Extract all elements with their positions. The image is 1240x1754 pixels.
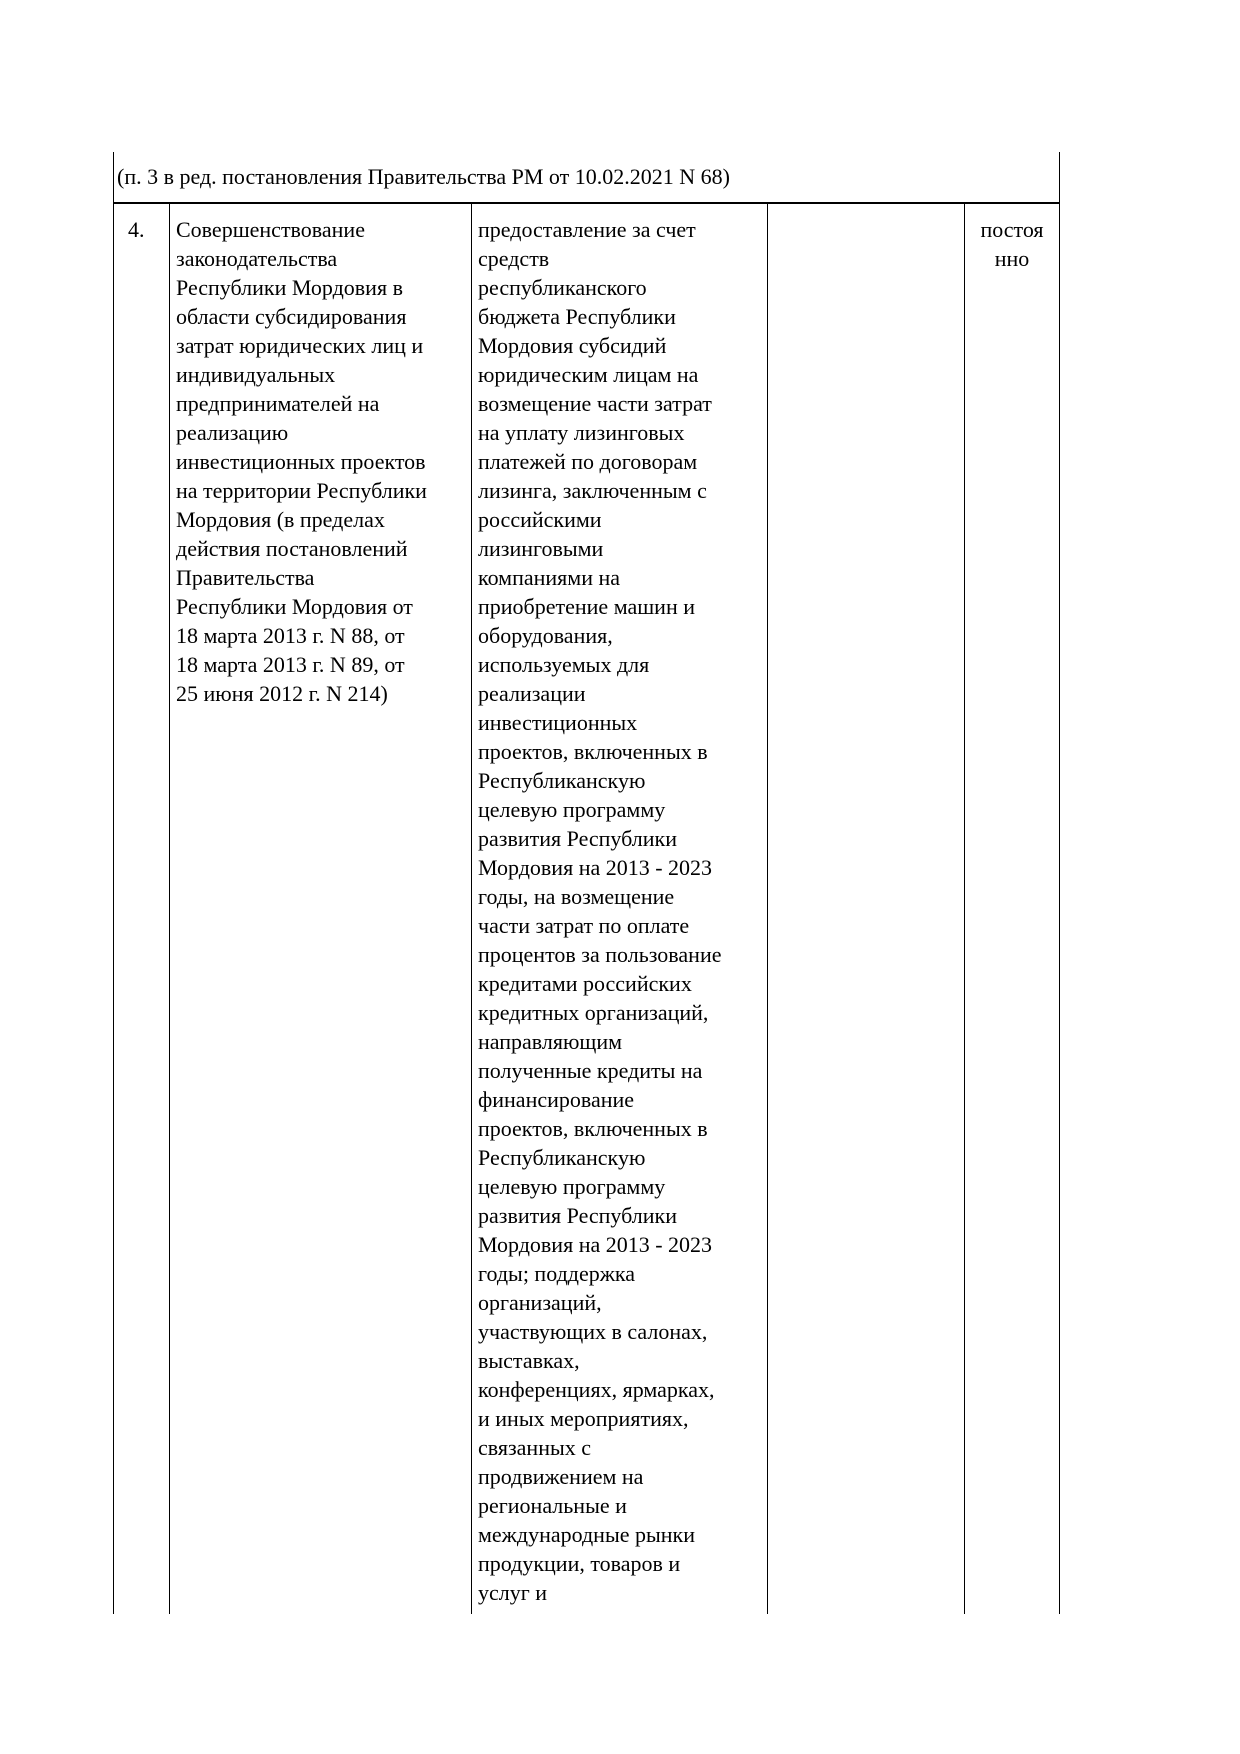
text-line: лизинговыми xyxy=(478,536,604,561)
text-line: финансирование xyxy=(478,1087,635,1112)
text-line: части затрат по оплате xyxy=(478,913,690,938)
text-line: области субсидирования xyxy=(176,304,407,329)
text-line: действия постановлений xyxy=(176,536,408,561)
text-line: Республиканскую xyxy=(478,1145,646,1170)
text-line: предпринимателей на xyxy=(176,391,380,416)
text-line: на территории Республики xyxy=(176,478,427,503)
text-line: 25 июня 2012 г. N 214) xyxy=(176,681,388,706)
text-line: кредитами российских xyxy=(478,971,692,996)
text-line: организаций, xyxy=(478,1290,602,1315)
text-line: международные рынки xyxy=(478,1522,696,1547)
text-line: развития Республики xyxy=(478,826,677,851)
measure-name-cell xyxy=(176,215,427,708)
text-line: реализации xyxy=(478,681,586,706)
text-line: индивидуальных xyxy=(176,362,336,387)
text-line: кредитных организаций, xyxy=(478,1000,709,1025)
text-line: законодательства xyxy=(176,246,338,271)
table-border-left xyxy=(113,152,114,1614)
column-divider xyxy=(964,203,965,1614)
text-line: конференциях, ярмарках, xyxy=(478,1377,715,1402)
text-line: региональные и xyxy=(478,1493,627,1518)
row-number: 4. xyxy=(128,217,145,242)
row-divider xyxy=(113,202,1060,204)
text-line: средств xyxy=(478,246,550,271)
text-line: Правительства xyxy=(176,565,315,590)
amendment-note: (п. 3 в ред. постановления Правительства РМ от 10.02.2021 N 68) xyxy=(117,164,730,189)
text-line: Республиканскую xyxy=(478,768,646,793)
text-line: лизинга, заключенным с xyxy=(478,478,707,503)
text-line: целевую программу xyxy=(478,1174,666,1199)
text-line: республиканского xyxy=(478,275,647,300)
text-line: продукции, товаров и xyxy=(478,1551,681,1576)
text-line: годы; поддержка xyxy=(478,1261,636,1286)
text-line: оборудования, xyxy=(478,623,613,648)
text-line: проектов, включенных в xyxy=(478,1116,708,1141)
text-line: и иных мероприятиях, xyxy=(478,1406,689,1431)
text-line: направляющим xyxy=(478,1029,623,1054)
text-line: инвестиционных xyxy=(478,710,638,735)
text-line: Мордовия (в пределах xyxy=(176,507,385,532)
text-line: выставках, xyxy=(478,1348,580,1373)
text-line: используемых для xyxy=(478,652,650,677)
text-line: продвижением на xyxy=(478,1464,644,1489)
text-line: связанных с xyxy=(478,1435,592,1460)
text-line: затрат юридических лиц и xyxy=(176,333,424,358)
text-line: приобретение машин и xyxy=(478,594,695,619)
text-line: годы, на возмещение xyxy=(478,884,675,909)
text-line: участвующих в салонах, xyxy=(478,1319,708,1344)
text-line: развития Республики xyxy=(478,1203,677,1228)
text-line: полученные кредиты на xyxy=(478,1058,703,1083)
text-line: компаниями на xyxy=(478,565,621,590)
text-line: инвестиционных проектов xyxy=(176,449,426,474)
text-line: целевую программу xyxy=(478,797,666,822)
term-cell xyxy=(964,215,1060,273)
text-line: проектов, включенных в xyxy=(478,739,708,764)
text-line: постоя xyxy=(980,217,1044,242)
text-line: Республики Мордовия от xyxy=(176,594,413,619)
text-line: предоставление за счет xyxy=(478,217,696,242)
text-line: Совершенствование xyxy=(176,217,365,242)
column-divider xyxy=(169,203,170,1614)
column-divider xyxy=(767,203,768,1614)
text-line: возмещение части затрат xyxy=(478,391,712,416)
text-line: на уплату лизинговых xyxy=(478,420,685,445)
text-line: бюджета Республики xyxy=(478,304,676,329)
measure-content-cell xyxy=(478,215,721,1607)
text-line: Республики Мордовия в xyxy=(176,275,403,300)
text-line: юридическим лицам на xyxy=(478,362,699,387)
text-line: реализацию xyxy=(176,420,289,445)
text-line: 18 марта 2013 г. N 88, от xyxy=(176,623,405,648)
column-divider xyxy=(471,203,472,1614)
text-line: Мордовия субсидий xyxy=(478,333,667,358)
table-border-right xyxy=(1059,152,1060,1614)
text-line: нно xyxy=(994,246,1030,271)
text-line: Мордовия на 2013 - 2023 xyxy=(478,1232,713,1257)
text-line: Мордовия на 2013 - 2023 xyxy=(478,855,713,880)
text-line: процентов за пользование xyxy=(478,942,722,967)
text-line: 18 марта 2013 г. N 89, от xyxy=(176,652,405,677)
text-line: услуг и xyxy=(478,1580,548,1605)
text-line: платежей по договорам xyxy=(478,449,698,474)
text-line: российскими xyxy=(478,507,602,532)
